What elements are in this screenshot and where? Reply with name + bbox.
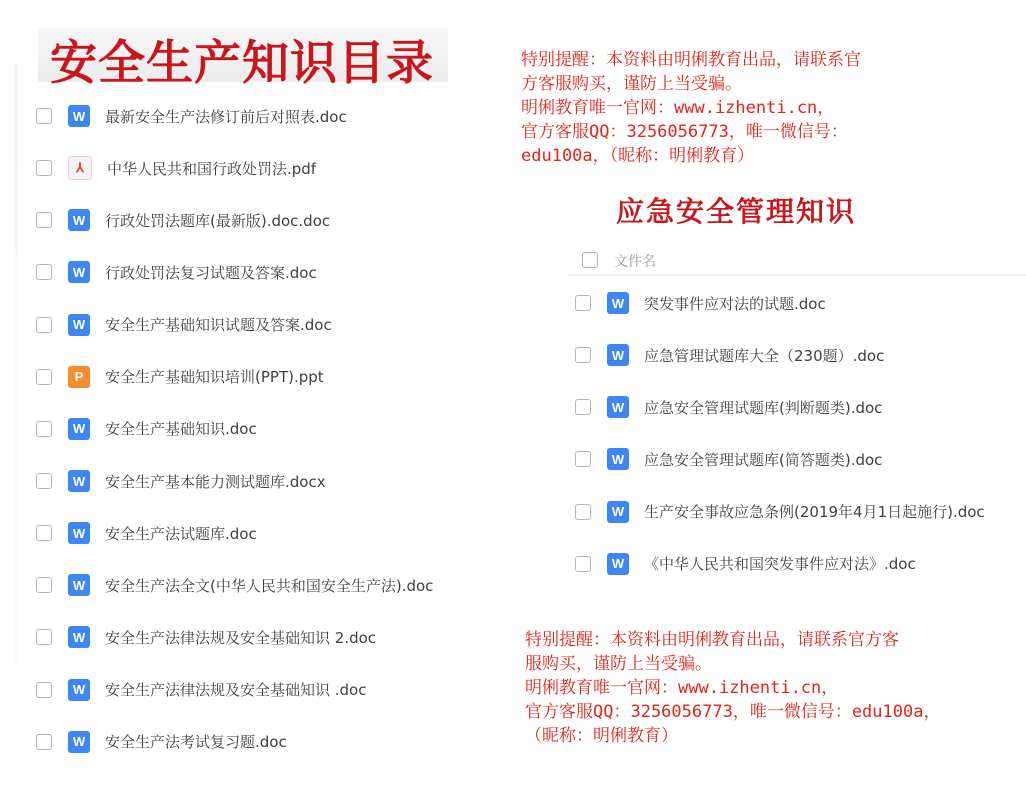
file-row[interactable] — [34, 403, 433, 455]
file-row[interactable] — [34, 611, 433, 663]
word-icon: W — [607, 292, 629, 314]
file-row[interactable] — [573, 277, 985, 329]
left-edge-strip — [14, 64, 18, 664]
word-icon: W — [68, 261, 90, 283]
file-row[interactable] — [573, 486, 985, 538]
file-name[interactable]: 安全生产基础知识.doc — [105, 420, 257, 439]
file-row[interactable] — [34, 351, 433, 403]
word-icon: W — [607, 344, 629, 366]
file-checkbox[interactable] — [36, 108, 52, 124]
file-checkbox[interactable] — [36, 473, 52, 489]
file-name[interactable]: 最新安全生产法修订前后对照表.doc — [105, 107, 347, 126]
file-checkbox[interactable] — [36, 369, 52, 385]
file-row[interactable] — [34, 455, 433, 507]
file-checkbox[interactable] — [36, 577, 52, 593]
word-icon: W — [607, 553, 629, 575]
notice-line: 特别提醒：本资料由明俐教育出品，请联系官 — [521, 50, 861, 70]
notice-line: 特别提醒：本资料由明俐教育出品，请联系官方客 — [525, 630, 899, 650]
page-title: 安全生产知识目录 — [50, 36, 434, 91]
file-row[interactable] — [34, 90, 433, 142]
file-checkbox[interactable] — [575, 399, 591, 415]
file-row[interactable] — [573, 329, 985, 381]
notice-top — [521, 48, 861, 168]
file-checkbox[interactable] — [575, 556, 591, 572]
file-name[interactable]: 安全生产基本能力测试题库.docx — [105, 472, 326, 491]
file-row[interactable] — [34, 246, 433, 298]
right-file-list — [573, 277, 985, 590]
file-name[interactable]: 应急安全管理试题库(判断题类).doc — [644, 398, 883, 417]
file-row[interactable] — [34, 716, 433, 768]
file-checkbox[interactable] — [36, 629, 52, 645]
file-name[interactable]: 突发事件应对法的试题.doc — [644, 294, 826, 313]
file-checkbox[interactable] — [36, 525, 52, 541]
file-checkbox[interactable] — [36, 734, 52, 750]
left-file-list — [34, 90, 433, 768]
file-name[interactable]: 安全生产基础知识培训(PPT).ppt — [105, 368, 324, 387]
file-checkbox[interactable] — [575, 504, 591, 520]
select-all-checkbox[interactable] — [582, 252, 598, 268]
word-icon: W — [607, 501, 629, 523]
file-checkbox[interactable] — [36, 682, 52, 698]
word-icon: W — [68, 105, 90, 127]
word-icon: W — [68, 314, 90, 336]
word-icon: W — [68, 522, 90, 544]
pdf-icon: ⅄ — [68, 156, 92, 180]
word-icon: W — [68, 418, 90, 440]
file-name[interactable]: 安全生产法律法规及安全基础知识 .doc — [105, 681, 367, 700]
file-name[interactable]: 安全生产基础知识试题及答案.doc — [105, 316, 332, 335]
right-list-header — [568, 248, 1026, 276]
file-row[interactable] — [573, 433, 985, 485]
file-name[interactable]: 安全生产法考试复习题.doc — [105, 733, 287, 752]
file-row[interactable] — [34, 194, 433, 246]
file-checkbox[interactable] — [36, 317, 52, 333]
file-name[interactable]: 安全生产法律法规及安全基础知识 2.doc — [105, 628, 377, 647]
file-row[interactable] — [34, 559, 433, 611]
word-icon: W — [607, 448, 629, 470]
file-row[interactable] — [573, 538, 985, 590]
notice-line: 官方客服QQ：3256056773，唯一微信号：edu100a， — [525, 702, 941, 722]
file-name[interactable]: 安全生产法全文(中华人民共和国安全生产法).doc — [105, 576, 434, 595]
file-checkbox[interactable] — [36, 421, 52, 437]
file-checkbox[interactable] — [575, 295, 591, 311]
word-icon: W — [68, 209, 90, 231]
word-icon: W — [68, 679, 90, 701]
file-checkbox[interactable] — [575, 451, 591, 467]
word-icon: W — [68, 731, 90, 753]
notice-line: 明俐教育唯一官网：www.izhenti.cn， — [525, 678, 839, 698]
ppt-icon: P — [68, 366, 90, 388]
word-icon: W — [68, 626, 90, 648]
file-name[interactable]: 行政处罚法题库(最新版).doc.doc — [105, 211, 331, 230]
file-name[interactable]: 中华人民共和国行政处罚法.pdf — [107, 159, 317, 178]
file-name[interactable]: 生产安全事故应急条例(2019年4月1日起施行).doc — [644, 503, 985, 522]
notice-bottom — [525, 628, 940, 748]
file-row[interactable] — [34, 664, 433, 716]
file-checkbox[interactable] — [575, 347, 591, 363]
word-icon: W — [68, 470, 90, 492]
notice-line: （昵称：明俐教育） — [525, 726, 678, 746]
file-row[interactable] — [573, 381, 985, 433]
file-row[interactable] — [34, 142, 433, 194]
notice-line: 官方客服QQ：3256056773，唯一微信号： — [521, 122, 848, 142]
notice-line: edu100a，（昵称：明俐教育） — [521, 146, 755, 166]
file-name[interactable]: 安全生产法试题库.doc — [105, 524, 257, 543]
file-checkbox[interactable] — [36, 264, 52, 280]
word-icon: W — [607, 396, 629, 418]
column-header-filename: 文件名 — [614, 254, 656, 270]
file-name[interactable]: 应急管理试题库大全（230题）.doc — [644, 346, 885, 365]
word-icon: W — [68, 574, 90, 596]
file-checkbox[interactable] — [36, 212, 52, 228]
file-name[interactable]: 《中华人民共和国突发事件应对法》.doc — [644, 555, 916, 574]
section-title: 应急安全管理知识 — [616, 195, 857, 228]
file-name[interactable]: 应急安全管理试题库(简答题类).doc — [644, 450, 883, 469]
notice-line: 服购买，谨防上当受骗。 — [525, 654, 712, 674]
notice-line: 明俐教育唯一官网：www.izhenti.cn， — [521, 98, 835, 118]
file-checkbox[interactable] — [36, 160, 52, 176]
file-row[interactable] — [34, 299, 433, 351]
file-row[interactable] — [34, 507, 433, 559]
file-name[interactable]: 行政处罚法复习试题及答案.doc — [105, 263, 317, 282]
notice-line: 方客服购买，谨防上当受骗。 — [521, 74, 742, 94]
